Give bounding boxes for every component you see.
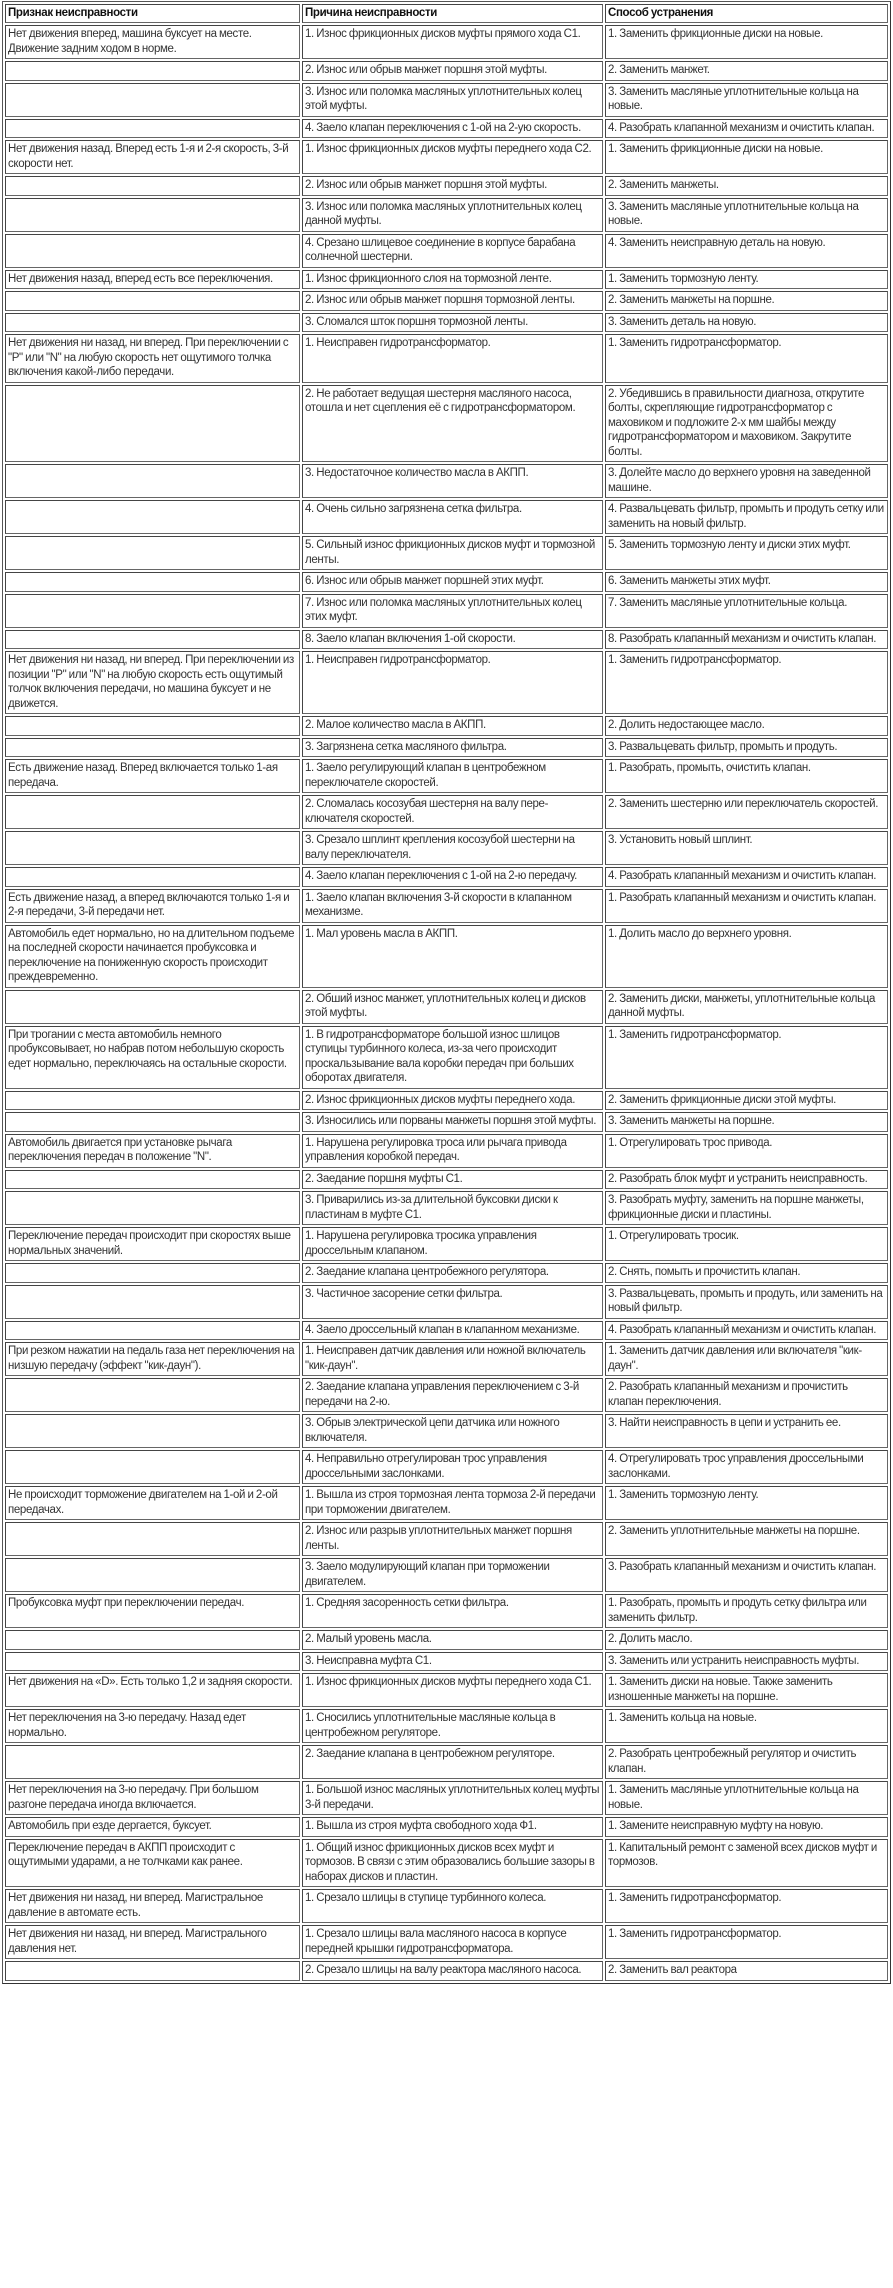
cell-remedy: 2. Заменить шестерню или переключатель скоростей.	[605, 795, 888, 829]
cell-cause: 3. Заело модулирующий клапан при торможении двигателем.	[302, 1558, 603, 1592]
cell-cause: 2. Сломалась косозубая шестерня на валу пере-ключателя скоростей.	[302, 795, 603, 829]
table-row	[5, 1889, 888, 1923]
table-row	[5, 1321, 888, 1341]
cell-cause: 4. Заело дроссельный клапан в клапанном механизме.	[302, 1321, 603, 1341]
cell-symptom	[5, 536, 300, 570]
table-row	[5, 990, 888, 1024]
table-row	[5, 1091, 888, 1111]
cell-cause: 4. Неправильно отрегулирован трос управления дроссельными заслонками.	[302, 1450, 603, 1484]
cell-symptom: При резком нажатии на педаль газа нет переключения на низшую передачу (эффект "кик-даун").	[5, 1342, 300, 1376]
cell-remedy: 4. Разобрать клапанной механизм и очистить клапан.	[605, 119, 888, 139]
cell-remedy: 2. Заменить уплотнительные манжеты на поршне.	[605, 1522, 888, 1556]
table-row	[5, 1745, 888, 1779]
table-row	[5, 25, 888, 59]
cell-remedy: 1. Заменить фрикционные диски на новые.	[605, 140, 888, 174]
cell-symptom: Есть движение назад, а вперед включаются только 1-я и 2-я передачи, 3-й передачи нет.	[5, 889, 300, 923]
table-row	[5, 1781, 888, 1815]
cell-remedy: 1. Капитальный ремонт с заменой всех дисков муфт и тормозов.	[605, 1839, 888, 1888]
cell-symptom	[5, 572, 300, 592]
cell-cause: 1. Неисправен гидротрансформатор.	[302, 334, 603, 383]
cell-symptom	[5, 1091, 300, 1111]
cell-symptom	[5, 1630, 300, 1650]
cell-cause: 6. Износ или обрыв манжет поршней этих муфт.	[302, 572, 603, 592]
table-row	[5, 925, 888, 988]
cell-remedy: 2. Разобрать клапанный механизм и прочистить клапан переключения.	[605, 1378, 888, 1412]
cell-remedy: 2. Заменить манжет.	[605, 61, 888, 81]
cell-cause: 2. Заедание клапана в центробежном регуляторе.	[302, 1745, 603, 1779]
cell-symptom	[5, 500, 300, 534]
cell-symptom: Нет движения на «D». Есть только 1,2 и задняя скорости.	[5, 1673, 300, 1707]
table-row	[5, 795, 888, 829]
cell-cause: 3. Загрязнена сетка масляного фильтра.	[302, 738, 603, 758]
table-row	[5, 140, 888, 174]
cell-remedy: 2. Заменить вал реактора	[605, 1961, 888, 1981]
cell-cause: 2. Заедание клапана управления переключением с 3-й передачи на 2-ю.	[302, 1378, 603, 1412]
cell-cause: 1. Заело регулирующий клапан в центробежном переключателе скоростей.	[302, 759, 603, 793]
cell-symptom	[5, 716, 300, 736]
table-body	[5, 25, 888, 1981]
cell-cause: 1. Вышла из строя муфта свободного хода Ф1.	[302, 1817, 603, 1837]
cell-remedy: 3. Развальцевать, промыть и продуть, или заменить на новый фильтр.	[605, 1285, 888, 1319]
cell-cause: 3. Обрыв электрической цепи датчика или ножного включателя.	[302, 1414, 603, 1448]
cell-remedy: 1. Заменить гидротрансформатор.	[605, 651, 888, 714]
cell-cause: 3. Неисправна муфта С1.	[302, 1652, 603, 1672]
cell-cause: 2. Износ или обрыв манжет поршня этой муфты.	[302, 176, 603, 196]
table-row	[5, 594, 888, 628]
cell-cause: 1. Средняя засоренность сетки фильтра.	[302, 1594, 603, 1628]
table-row	[5, 1961, 888, 1981]
cell-cause: 2. Заедание клапана центробежного регулятора.	[302, 1263, 603, 1283]
cell-remedy: 1. Заменить фрикционные диски на новые.	[605, 25, 888, 59]
cell-symptom	[5, 313, 300, 333]
cell-remedy: 1. Заменить тормозную ленту.	[605, 270, 888, 290]
table-row	[5, 119, 888, 139]
cell-cause: 2. Обший износ манжет, уплотнительных колец и дисков этой муфты.	[302, 990, 603, 1024]
cell-remedy: 1. Заменить гидротрансформатор.	[605, 334, 888, 383]
table-row	[5, 198, 888, 232]
cell-symptom	[5, 1321, 300, 1341]
header-cause: Причина неисправности	[302, 4, 603, 23]
cell-cause: 2. Малый уровень масла.	[302, 1630, 603, 1650]
header-remedy: Способ устранения	[605, 4, 888, 23]
cell-remedy: 2. Разобрать блок муфт и устранить неисправность.	[605, 1170, 888, 1190]
cell-cause: 2. Заедание поршня муфты С1.	[302, 1170, 603, 1190]
header-symptom: Признак неисправности	[5, 4, 300, 23]
cell-symptom: Не происходит торможение двигателем на 1-ой и 2-ой передачах.	[5, 1486, 300, 1520]
cell-symptom	[5, 464, 300, 498]
cell-cause: 7. Износ или поломка масляных уплотнительных колец этих муфт.	[302, 594, 603, 628]
cell-remedy: 6. Заменить манжеты этих муфт.	[605, 572, 888, 592]
cell-symptom: Нет движения вперед, машина буксует на месте. Движение задним ходом в норме.	[5, 25, 300, 59]
cell-remedy: 5. Заменить тормозную ленту и диски этих муфт.	[605, 536, 888, 570]
table-row	[5, 867, 888, 887]
cell-cause: 1. Общий износ фрикционных дисков всех муфт и тормозов. В связи с этим образовались большие зазоры в наборах дисков и пластин.	[302, 1839, 603, 1888]
cell-remedy: 2. Долить недостающее масло.	[605, 716, 888, 736]
cell-remedy: 1. Отрегулировать трос привода.	[605, 1134, 888, 1168]
cell-remedy: 1. Заменить гидротрансформатор.	[605, 1925, 888, 1959]
cell-remedy: 3. Развальцевать фильтр, промыть и продуть.	[605, 738, 888, 758]
cell-cause: 4. Срезано шлицевое соединение в корпусе барабана солнечной шестерни.	[302, 234, 603, 268]
cell-symptom: Пробуксовка муфт при переключении передач.	[5, 1594, 300, 1628]
cell-cause: 2. Срезало шлицы на валу реактора масляного насоса.	[302, 1961, 603, 1981]
cell-symptom	[5, 990, 300, 1024]
cell-symptom	[5, 1558, 300, 1592]
cell-remedy: 4. Отрегулировать трос управления дроссельными заслонками.	[605, 1450, 888, 1484]
cell-symptom: Нет движения назад. Вперед есть 1-я и 2-я скорость, 3-й скорости нет.	[5, 140, 300, 174]
cell-cause: 2. Износ или обрыв манжет поршня тормозной ленты.	[302, 291, 603, 311]
cell-symptom	[5, 1961, 300, 1981]
cell-cause: 1. Износ фрикционных дисков муфты переднего хода С1.	[302, 1673, 603, 1707]
cell-remedy: 4. Разобрать клапанный механизм и очистить клапан.	[605, 1321, 888, 1341]
cell-remedy: 4. Разобрать клапанный механизм и очистить клапан.	[605, 867, 888, 887]
table-row	[5, 1112, 888, 1132]
header-row	[5, 4, 888, 23]
cell-cause: 4. Очень сильно загрязнена сетка фильтра.	[302, 500, 603, 534]
cell-remedy: 2. Заменить манжеты.	[605, 176, 888, 196]
cell-remedy: 7. Заменить масляные уплотнительные кольца.	[605, 594, 888, 628]
cell-remedy: 3. Разобрать клапанный механизм и очистить клапан.	[605, 1558, 888, 1592]
cell-symptom	[5, 867, 300, 887]
cell-cause: 1. Износ фрикционных дисков муфты прямого хода С1.	[302, 25, 603, 59]
cell-cause: 2. Износ или разрыв уплотнительных манжет поршня ленты.	[302, 1522, 603, 1556]
table-row	[5, 61, 888, 81]
table-row	[5, 313, 888, 333]
table-row	[5, 1630, 888, 1650]
table-row	[5, 651, 888, 714]
cell-remedy: 2. Долить масло.	[605, 1630, 888, 1650]
cell-symptom	[5, 1191, 300, 1225]
cell-symptom: Нет движения ни назад, ни вперед. Магистрального давления нет.	[5, 1925, 300, 1959]
cell-symptom: Нет движения ни назад, ни вперед. При переключении из позиции "P" или "N" на любую скорость есть ощутимый толчок включения передачи, но машина буксует и не движется.	[5, 651, 300, 714]
cell-cause: 1. Нарушена регулировка тросика управления дроссельным клапаном.	[302, 1227, 603, 1261]
cell-remedy: 2. Заменить диски, манжеты, уплотнительные кольца данной муфты.	[605, 990, 888, 1024]
cell-cause: 1. Заело клапан включения 3-й скорости в клапанном механизме.	[302, 889, 603, 923]
cell-symptom	[5, 1652, 300, 1672]
table-row	[5, 500, 888, 534]
cell-symptom	[5, 795, 300, 829]
cell-cause: 1. Вышла из строя тормозная лента тормоза 2-й передачи при торможении двигателем.	[302, 1486, 603, 1520]
cell-remedy: 1. Заменить гидротрансформатор.	[605, 1889, 888, 1923]
table-row	[5, 1652, 888, 1672]
cell-cause: 3. Износились или порваны манжеты поршня этой муфты.	[302, 1112, 603, 1132]
cell-remedy: 8. Разобрать клапанный механизм и очистить клапан.	[605, 630, 888, 650]
cell-symptom	[5, 198, 300, 232]
table-row	[5, 536, 888, 570]
cell-symptom	[5, 291, 300, 311]
cell-cause: 3. Частичное засорение сетки фильтра.	[302, 1285, 603, 1319]
cell-remedy: 3. Долейте масло до верхнего уровня на заведенной машине.	[605, 464, 888, 498]
table-row	[5, 291, 888, 311]
cell-symptom	[5, 83, 300, 117]
cell-cause: 2. Малое количество масла в АКПП.	[302, 716, 603, 736]
table-row	[5, 270, 888, 290]
table-row	[5, 759, 888, 793]
cell-cause: 1. Мал уровень масла в АКПП.	[302, 925, 603, 988]
cell-symptom	[5, 1285, 300, 1319]
cell-symptom: Нет движения ни назад, ни вперед. Магистральное давление в автомате есть.	[5, 1889, 300, 1923]
cell-symptom	[5, 119, 300, 139]
table-row	[5, 1558, 888, 1592]
cell-cause: 1. Срезало шлицы в ступице турбинного колеса.	[302, 1889, 603, 1923]
cell-cause: 1. Износ фрикционного слоя на тормозной ленте.	[302, 270, 603, 290]
table-row	[5, 572, 888, 592]
cell-symptom	[5, 1745, 300, 1779]
table-row	[5, 1486, 888, 1520]
cell-cause: 1. Неисправен датчик давления или ножной включатель "кик-даун".	[302, 1342, 603, 1376]
cell-cause: 3. Срезало шплинт крепления косозубой шестерни на валу переключателя.	[302, 831, 603, 865]
cell-remedy: 3. Найти неисправность в цепи и устранить ее.	[605, 1414, 888, 1448]
cell-cause: 1. Износ фрикционных дисков муфты переднего хода С2.	[302, 140, 603, 174]
table-row	[5, 738, 888, 758]
cell-remedy: 1. Замените неисправную муфту на новую.	[605, 1817, 888, 1837]
cell-cause: 4. Заело клапан переключения с 1-ой на 2-ую скорость.	[302, 119, 603, 139]
cell-remedy: 2. Разобрать центробежный регулятор и очистить клапан.	[605, 1745, 888, 1779]
cell-symptom	[5, 61, 300, 81]
table-row	[5, 1191, 888, 1225]
cell-symptom: Автомобиль при езде дергается, буксует.	[5, 1817, 300, 1837]
fault-table	[2, 1, 891, 1984]
cell-cause: 2. Не работает ведущая шестерня масляного насоса, отошла и нет сцепления её с гидротрансформатором.	[302, 385, 603, 463]
cell-remedy: 1. Разобрать клапанный механизм и очистить клапан.	[605, 889, 888, 923]
table-row	[5, 630, 888, 650]
cell-remedy: 1. Отрегулировать тросик.	[605, 1227, 888, 1261]
cell-remedy: 1. Заменить диски на новые. Также заменить изношенные манжеты на поршне.	[605, 1673, 888, 1707]
cell-cause: 8. Заело клапан включения 1-ой скорости.	[302, 630, 603, 650]
cell-cause: 1. Неисправен гидротрансформатор.	[302, 651, 603, 714]
table-row	[5, 234, 888, 268]
cell-remedy: 1. Заменить кольца на новые.	[605, 1709, 888, 1743]
table-row	[5, 1594, 888, 1628]
cell-remedy: 2. Заменить манжеты на поршне.	[605, 291, 888, 311]
table-row	[5, 1925, 888, 1959]
table-row	[5, 1414, 888, 1448]
cell-cause: 1. В гидротрансформаторе большой износ шлицов ступицы турбинного колеса, из-за чего происходит проскальзывание вала коробки передач при больших оборотах двигателя.	[302, 1026, 603, 1089]
table-row	[5, 889, 888, 923]
cell-remedy: 1. Долить масло до верхнего уровня.	[605, 925, 888, 988]
cell-symptom: При трогании с места автомобиль немного пробуксовывает, но набрав потом небольшую скорость едет нормально, переключаясь на остальные скорости.	[5, 1026, 300, 1089]
cell-remedy: 1. Заменить масляные уплотнительные кольца на новые.	[605, 1781, 888, 1815]
cell-remedy: 3. Заменить деталь на новую.	[605, 313, 888, 333]
cell-symptom	[5, 630, 300, 650]
cell-remedy: 4. Заменить неисправную деталь на новую.	[605, 234, 888, 268]
cell-cause: 3. Износ или поломка масляных уплотнительных колец этой муфты.	[302, 83, 603, 117]
table-row	[5, 1673, 888, 1707]
cell-symptom	[5, 385, 300, 463]
table-row	[5, 1026, 888, 1089]
table-row	[5, 385, 888, 463]
cell-cause: 1. Большой износ масляных уплотнительных колец муфты 3-й передачи.	[302, 1781, 603, 1815]
cell-cause: 1. Срезало шлицы вала масляного насоса в корпусе передней крышки гидротрансформатора.	[302, 1925, 603, 1959]
cell-symptom	[5, 176, 300, 196]
cell-cause: 3. Износ или поломка масляных уплотнительных колец данной муфты.	[302, 198, 603, 232]
table-row	[5, 1263, 888, 1283]
table-row	[5, 1709, 888, 1743]
cell-cause: 2. Износ фрикционных дисков муфты переднего хода.	[302, 1091, 603, 1111]
cell-cause: 3. Приварились из-за длительной буксовки диски к пластинам в муфте С1.	[302, 1191, 603, 1225]
cell-remedy: 3. Заменить масляные уплотнительные кольца на новые.	[605, 198, 888, 232]
cell-symptom: Переключение передач происходит при скоростях выше нормальных значений.	[5, 1227, 300, 1261]
cell-symptom: Нет переключения на 3-ю передачу. При большом разгоне передача иногда включается.	[5, 1781, 300, 1815]
cell-cause: 3. Сломался шток поршня тормозной ленты.	[302, 313, 603, 333]
table-row	[5, 176, 888, 196]
table-row	[5, 1227, 888, 1261]
cell-symptom	[5, 831, 300, 865]
cell-symptom: Есть движение назад. Вперед включается только 1-ая передача.	[5, 759, 300, 793]
table-row	[5, 1285, 888, 1319]
cell-remedy: 3. Заменить или устранить неисправность муфты.	[605, 1652, 888, 1672]
cell-remedy: 3. Заменить масляные уплотнительные кольца на новые.	[605, 83, 888, 117]
cell-symptom	[5, 1112, 300, 1132]
cell-symptom	[5, 234, 300, 268]
cell-cause: 4. Заело клапан переключения с 1-ой на 2-ю передачу.	[302, 867, 603, 887]
cell-remedy: 1. Разобрать, промыть, очистить клапан.	[605, 759, 888, 793]
cell-symptom	[5, 594, 300, 628]
table-row	[5, 83, 888, 117]
cell-symptom	[5, 1263, 300, 1283]
table-row	[5, 1522, 888, 1556]
cell-remedy: 2. Убедившись в правильности диагноза, открутите болты, скрепляющие гидротрансформатор с маховиком и подложите 2-х мм шайбы между гидротрансформатором и маховиком. Закрутите болты.	[605, 385, 888, 463]
cell-remedy: 3. Разобрать муфту, заменить на поршне манжеты, фрикционные диски и пластины.	[605, 1191, 888, 1225]
cell-remedy: 1. Разобрать, промыть и продуть сетку фильтра или заменить фильтр.	[605, 1594, 888, 1628]
cell-remedy: 4. Развальцевать фильтр, промыть и продуть сетку или заменить на новый фильтр.	[605, 500, 888, 534]
table-row	[5, 1378, 888, 1412]
cell-symptom	[5, 1170, 300, 1190]
cell-symptom	[5, 1414, 300, 1448]
cell-symptom: Переключение передач в АКПП происходит с ощутимыми ударами, а не толчками как ранее.	[5, 1839, 300, 1888]
cell-symptom	[5, 1450, 300, 1484]
cell-cause: 1. Нарушена регулировка троса или рычага привода управления коробкой передач.	[302, 1134, 603, 1168]
cell-cause: 1. Сносились уплотнительные масляные кольца в центробежном регуляторе.	[302, 1709, 603, 1743]
cell-remedy: 1. Заменить тормозную ленту.	[605, 1486, 888, 1520]
cell-remedy: 2. Снять, помыть и прочистить клапан.	[605, 1263, 888, 1283]
cell-symptom	[5, 1378, 300, 1412]
cell-cause: 5. Сильный износ фрикционных дисков муфт и тормозной ленты.	[302, 536, 603, 570]
table-row	[5, 1170, 888, 1190]
cell-symptom: Автомобиль едет нормально, но на длительном подъеме на последней скорости начинается пробуксовка и переключение на пониженную скорость происходит преждевременно.	[5, 925, 300, 988]
cell-remedy: 3. Заменить манжеты на поршне.	[605, 1112, 888, 1132]
cell-symptom: Нет переключения на 3-ю передачу. Назад едет нормально.	[5, 1709, 300, 1743]
cell-remedy: 1. Заменить датчик давления или включателя "кик-даун".	[605, 1342, 888, 1376]
cell-symptom: Нет движения назад, вперед есть все переключения.	[5, 270, 300, 290]
table-row	[5, 831, 888, 865]
cell-cause: 3. Недостаточное количество масла в АКПП.	[302, 464, 603, 498]
table-row	[5, 334, 888, 383]
cell-remedy: 3. Установить новый шплинт.	[605, 831, 888, 865]
table-row	[5, 1817, 888, 1837]
cell-symptom	[5, 738, 300, 758]
cell-symptom: Автомобиль двигается при установке рычага переключения передач в положение "N".	[5, 1134, 300, 1168]
cell-symptom: Нет движения ни назад, ни вперед. При переключении с "P" или "N" на любую скорость нет ощутимого толчка включения какой-либо передачи.	[5, 334, 300, 383]
cell-symptom	[5, 1522, 300, 1556]
cell-cause: 2. Износ или обрыв манжет поршня этой муфты.	[302, 61, 603, 81]
table-row	[5, 716, 888, 736]
cell-remedy: 1. Заменить гидротрансформатор.	[605, 1026, 888, 1089]
table-row	[5, 1342, 888, 1376]
table-header	[5, 4, 888, 23]
table-row	[5, 464, 888, 498]
table-row	[5, 1839, 888, 1888]
table-row	[5, 1450, 888, 1484]
cell-remedy: 2. Заменить фрикционные диски этой муфты.	[605, 1091, 888, 1111]
table-row	[5, 1134, 888, 1168]
